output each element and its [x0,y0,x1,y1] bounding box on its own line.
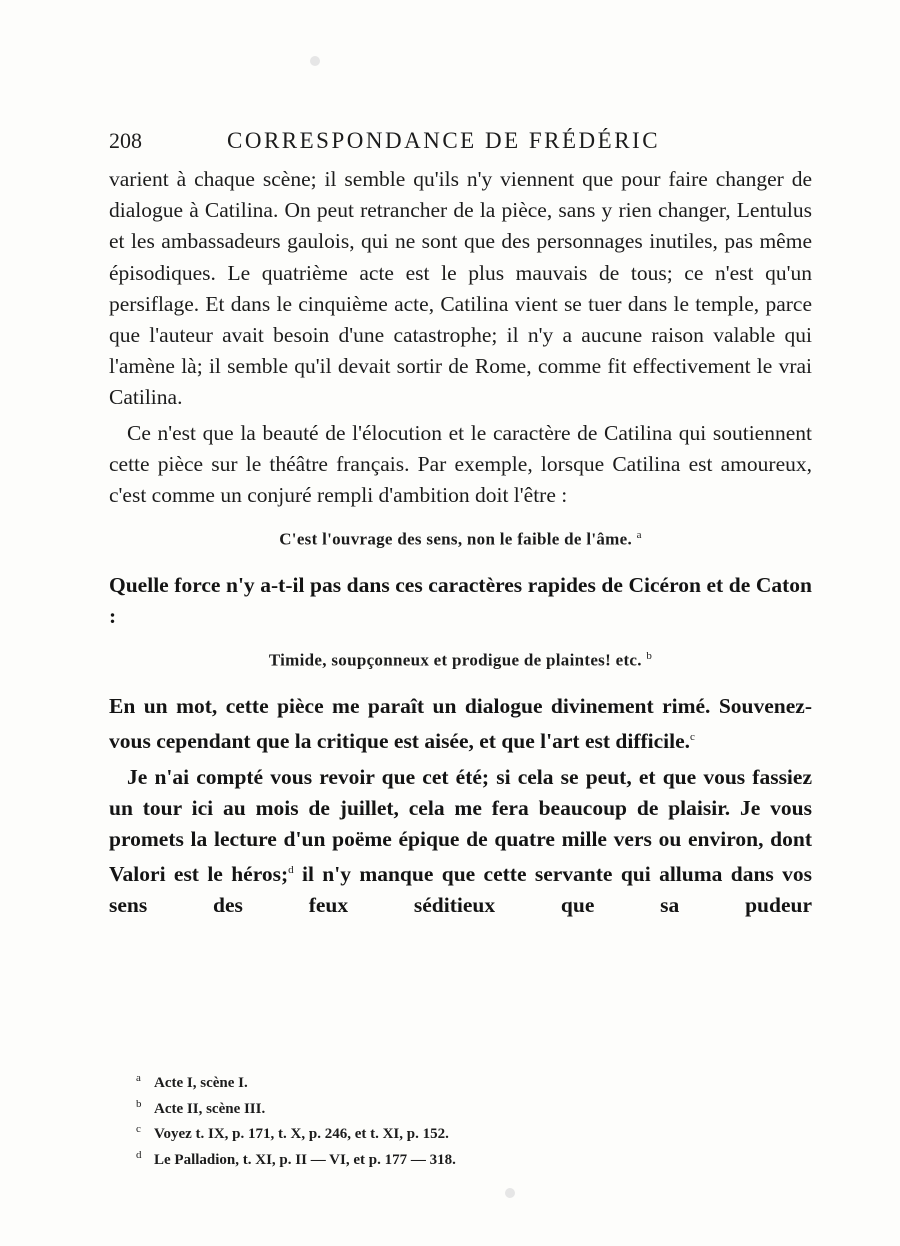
verse-quote-1 [109,529,812,550]
paragraph-3: Quelle force n'y a-t-il pas dans ces caractères rapides de Cicéron et de Caton : [109,572,812,629]
footnote-ref-b: b [646,650,653,663]
verse-text: Timide, soupçonneux et prodigue de plaintes! etc. [268,650,642,670]
running-head [109,128,812,164]
footnote-ref-c: c [690,731,695,744]
footnote-text: Voyez t. IX, p. 171, t. X, p. 246, et t. XI, p. 152. [154,1126,449,1142]
footnote-text: Acte I, scène I. [154,1075,248,1091]
paragraph-text: Je n'ai compté vous revoir que cet été; si cela se peut, et que vous fassiez un tour ici au mois de juillet, cela me fera beaucoup de plaisir. Je vous promets la lecture d'un poëme épique de quatre mille vers ou environ, dont Valori est le héros; [109,764,812,887]
verse-quote-2 [109,650,812,671]
print-speck [310,56,320,66]
footnote-d [136,1145,636,1171]
paragraph-1: varient à chaque scène; il semble qu'ils n'y viennent que pour faire changer de dialogue à Catilina. On peut retrancher de la pièce, sans y rien changer, Lentulus et les ambassadeurs gaulois, qui ne sont que des personnages inutiles, pas même épisodiques. Le quatrième acte est le plus mauvais de tous; ce n'est qu'un persiflage. Et dans le cinquième acte, Catilina vient se tuer dans le temple, parce que l'auteur avait besoin d'une catastrophe; il n'y a aucune raison valable qui l'amène là; il semble qu'il devait sortir de Rome, comme fit effectivement le vrai Catilina. [109,167,812,410]
footnote-b [136,1094,636,1120]
running-title: CORRESPONDANCE DE FRÉDÉRIC [227,128,661,153]
book-page [109,128,812,922]
footnote-text: Acte II, scène III. [154,1100,266,1117]
paragraph-text: En un mot, cette pièce me paraît un dialogue divinement rimé. Souvenez-vous cependant que la critique est aisée, et que l'art est difficile. [109,693,812,754]
footnote-c [136,1119,636,1145]
paragraph-text-continued: il n'y manque que cette servante qui alluma dans vos sens des feux séditieux que sa pudeur [109,862,812,918]
footnote-letter: d [136,1148,142,1161]
footnotes [136,1068,636,1170]
verse-text: C'est l'ouvrage des sens, non le faible de l'âme. [279,529,633,549]
footnote-a [136,1068,636,1094]
paragraph-4 [109,691,812,758]
page-number: 208 [109,128,142,153]
footnote-text: Le Palladion, t. XI, p. II — VI, et p. 177 — 318. [154,1151,456,1168]
footnote-letter: c [136,1123,141,1135]
paragraph-2: Ce n'est que la beauté de l'élocution et le caractère de Catilina qui soutiennent cette pièce sur le théâtre français. Par exemple, lorsque Catilina est amoureux, c'est comme un conjuré rempli d'ambition doit l'être : [109,420,812,508]
print-speck [505,1188,515,1198]
paragraph-5 [109,762,812,922]
footnote-ref-d: d [288,864,294,877]
footnote-letter: b [136,1097,142,1110]
footnote-ref-a: a [636,529,642,542]
footnote-letter: a [136,1072,141,1084]
